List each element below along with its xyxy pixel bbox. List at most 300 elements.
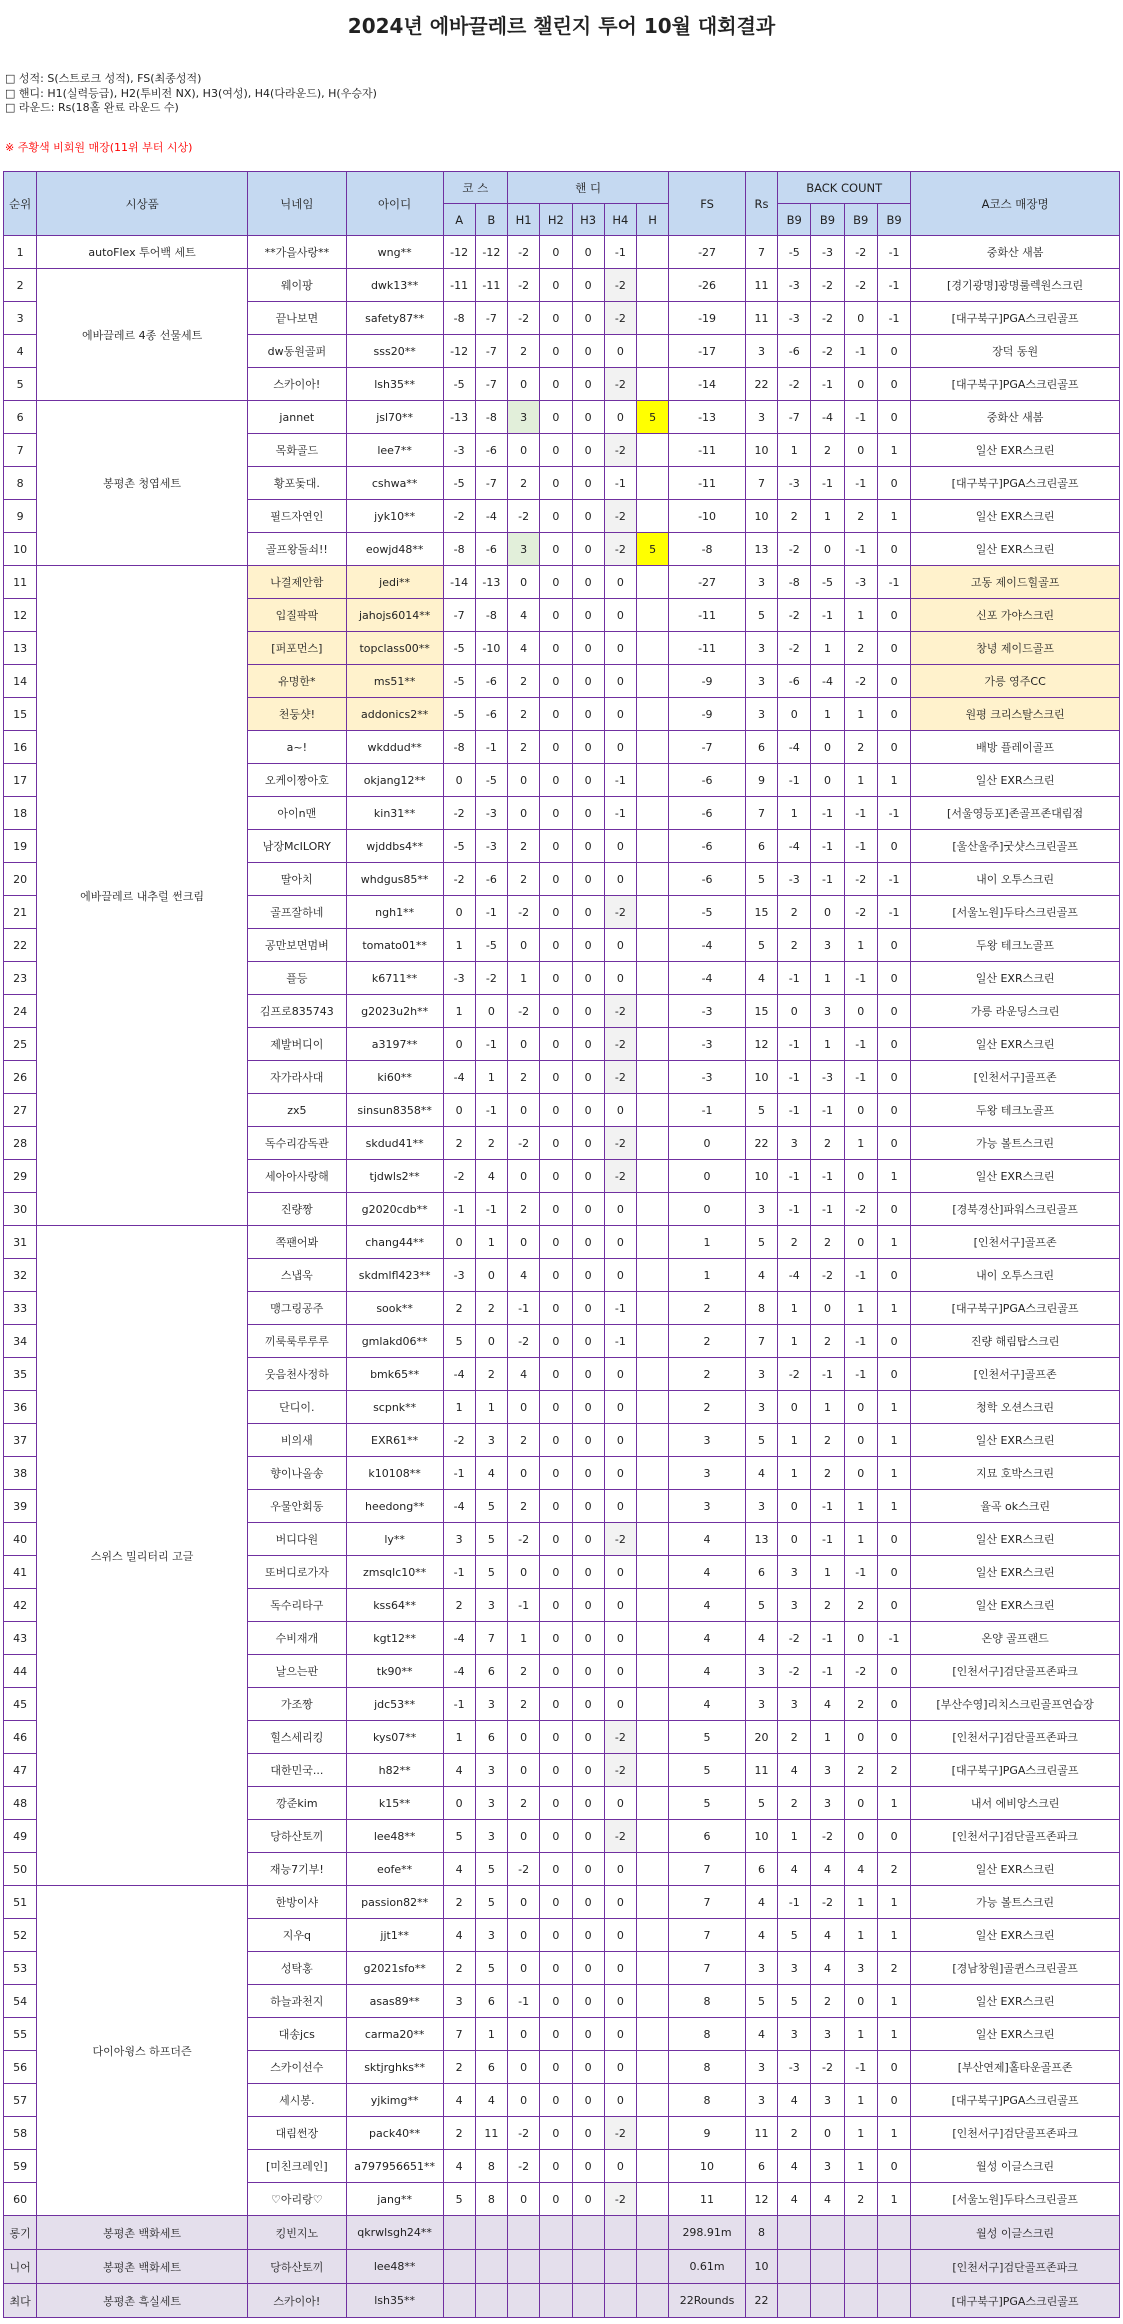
b9-cell: 0: [877, 1523, 910, 1556]
h3-cell: 0: [572, 1325, 604, 1358]
h3-cell: 0: [572, 1523, 604, 1556]
h4-cell: -2: [604, 368, 636, 401]
course-b-cell: 5: [475, 1523, 507, 1556]
h1-cell: 0: [508, 1754, 540, 1787]
h1-cell: 0: [508, 1457, 540, 1490]
h3-cell: 0: [572, 434, 604, 467]
id-cell: skdmlfl423**: [346, 1259, 443, 1292]
fs-cell: -11: [669, 632, 746, 665]
h4-cell: -2: [604, 1754, 636, 1787]
h4-cell: 0: [604, 731, 636, 764]
course-a-cell: 0: [443, 896, 475, 929]
h1-cell: -2: [508, 1325, 540, 1358]
h3-cell: 0: [572, 1028, 604, 1061]
fs-cell: -8: [669, 533, 746, 566]
nickname-cell: 대한민국...: [247, 1754, 346, 1787]
b9-cell: -1: [844, 1028, 877, 1061]
id-cell: kin31**: [346, 797, 443, 830]
course-a-cell: -13: [443, 401, 475, 434]
b9-cell: -8: [778, 566, 811, 599]
rs-cell: 5: [745, 1424, 777, 1457]
rs-cell: 11: [745, 269, 777, 302]
store-cell: 온양 골프랜드: [911, 1622, 1120, 1655]
h3-cell: 0: [572, 2084, 604, 2117]
course-a-cell: -5: [443, 368, 475, 401]
prize-cell: 봉평촌 백화세트: [37, 2250, 248, 2284]
b9-cell: -3: [811, 1061, 844, 1094]
b9-cell: 1: [844, 2018, 877, 2051]
empty-cell: [877, 2216, 910, 2250]
b9-cell: -4: [778, 731, 811, 764]
fs-cell: 2: [669, 1391, 746, 1424]
h-cell: [637, 1490, 669, 1523]
b9-cell: 0: [877, 1688, 910, 1721]
b9-cell: 1: [844, 2084, 877, 2117]
fs-cell: -6: [669, 797, 746, 830]
store-cell: [경기광명]광명룰렉원스크린: [911, 269, 1120, 302]
course-a-cell: 2: [443, 1127, 475, 1160]
course-b-cell: -6: [475, 698, 507, 731]
fs-cell: 8: [669, 2084, 746, 2117]
course-b-cell: 5: [475, 1886, 507, 1919]
results-table: [3, 171, 1120, 2318]
id-cell: ngh1**: [346, 896, 443, 929]
header-h4: H4: [604, 204, 636, 236]
rank-cell: 52: [4, 1919, 37, 1952]
course-a-cell: 4: [443, 1853, 475, 1886]
h1-cell: 4: [508, 599, 540, 632]
b9-cell: 0: [811, 896, 844, 929]
nickname-cell: 공만보면멈벼: [247, 929, 346, 962]
h-cell: [637, 1127, 669, 1160]
legend: [5, 72, 377, 116]
nickname-cell: 골프왕돌쇠!!: [247, 533, 346, 566]
special-award-row: [4, 2250, 1120, 2284]
header-course: 코 스: [443, 172, 508, 204]
rs-cell: 11: [745, 2117, 777, 2150]
h2-cell: 0: [540, 434, 572, 467]
h3-cell: 0: [572, 962, 604, 995]
b9-cell: 0: [877, 599, 910, 632]
course-b-cell: -7: [475, 335, 507, 368]
h4-cell: -2: [604, 1523, 636, 1556]
fs-cell: -27: [669, 236, 746, 269]
id-cell: kss64**: [346, 1589, 443, 1622]
b9-cell: 2: [877, 1754, 910, 1787]
store-cell: [인천서구]검단골프존파크: [911, 1820, 1120, 1853]
course-b-cell: 8: [475, 2183, 507, 2216]
h4-cell: -2: [604, 896, 636, 929]
h4-cell: -1: [604, 764, 636, 797]
course-b-cell: 4: [475, 1160, 507, 1193]
store-cell: 일산 EXR스크린: [911, 1424, 1120, 1457]
rank-cell: 10: [4, 533, 37, 566]
fs-cell: 7: [669, 1853, 746, 1886]
fs-cell: -5: [669, 896, 746, 929]
nickname-cell: 독수리타구: [247, 1589, 346, 1622]
h3-cell: 0: [572, 467, 604, 500]
id-cell: pack40**: [346, 2117, 443, 2150]
nickname-cell: jannet: [247, 401, 346, 434]
fs-cell: -17: [669, 335, 746, 368]
h4-cell: 0: [604, 1358, 636, 1391]
course-a-cell: -5: [443, 830, 475, 863]
h4-cell: 0: [604, 1391, 636, 1424]
b9-cell: 2: [811, 1325, 844, 1358]
b9-cell: 0: [877, 1028, 910, 1061]
b9-cell: -2: [778, 1622, 811, 1655]
b9-cell: -1: [844, 1061, 877, 1094]
fs-cell: -4: [669, 929, 746, 962]
course-b-cell: 1: [475, 1391, 507, 1424]
h1-cell: 3: [508, 533, 540, 566]
h2-cell: 0: [540, 1853, 572, 1886]
b9-cell: 0: [877, 962, 910, 995]
course-a-cell: -3: [443, 962, 475, 995]
b9-cell: 2: [811, 1457, 844, 1490]
header-fs: FS: [669, 172, 746, 236]
h3-cell: 0: [572, 863, 604, 896]
h3-cell: 0: [572, 1061, 604, 1094]
course-a-cell: 2: [443, 2051, 475, 2084]
id-cell: lsh35**: [346, 368, 443, 401]
empty-cell: [572, 2216, 604, 2250]
store-cell: 일산 EXR스크린: [911, 1985, 1120, 2018]
b9-cell: 2: [811, 1985, 844, 2018]
b9-cell: 2: [811, 1127, 844, 1160]
store-cell: 배방 플레이골프: [911, 731, 1120, 764]
nickname-cell: 당하산토끼: [247, 1820, 346, 1853]
b9-cell: -1: [778, 1028, 811, 1061]
b9-cell: 1: [877, 500, 910, 533]
course-a-cell: -5: [443, 632, 475, 665]
h-cell: [637, 1457, 669, 1490]
h4-cell: 0: [604, 2084, 636, 2117]
header-course-b: B: [475, 204, 507, 236]
course-b-cell: 5: [475, 1490, 507, 1523]
empty-cell: [877, 2250, 910, 2284]
course-b-cell: -4: [475, 500, 507, 533]
b9-cell: -2: [844, 896, 877, 929]
b9-cell: 0: [877, 1193, 910, 1226]
h3-cell: 0: [572, 632, 604, 665]
h4-cell: 0: [604, 1787, 636, 1820]
b9-cell: 0: [877, 929, 910, 962]
h3-cell: 0: [572, 830, 604, 863]
course-a-cell: 0: [443, 1787, 475, 1820]
h4-cell: 0: [604, 962, 636, 995]
nickname-cell: 우물안회동: [247, 1490, 346, 1523]
id-cell: a797956651**: [346, 2150, 443, 2183]
b9-cell: 1: [877, 1787, 910, 1820]
b9-cell: 1: [844, 2150, 877, 2183]
nickname-cell: 대림썬장: [247, 2117, 346, 2150]
h2-cell: 0: [540, 533, 572, 566]
b9-cell: 3: [811, 1754, 844, 1787]
id-cell: scpnk**: [346, 1391, 443, 1424]
h2-cell: 0: [540, 500, 572, 533]
course-b-cell: 6: [475, 1985, 507, 2018]
store-cell: 일산 EXR스크린: [911, 962, 1120, 995]
b9-cell: 1: [844, 1886, 877, 1919]
fs-cell: 1: [669, 1226, 746, 1259]
b9-cell: 1: [811, 698, 844, 731]
h2-cell: 0: [540, 1985, 572, 2018]
prize-cell: 봉평촌 백화세트: [37, 2216, 248, 2250]
b9-cell: -1: [844, 533, 877, 566]
b9-cell: -5: [778, 236, 811, 269]
b9-cell: -1: [811, 797, 844, 830]
course-a-cell: 2: [443, 1952, 475, 1985]
h1-cell: 2: [508, 335, 540, 368]
b9-cell: 1: [778, 797, 811, 830]
h-cell: [637, 236, 669, 269]
header-rs: Rs: [745, 172, 777, 236]
store-cell: 일산 EXR스크린: [911, 434, 1120, 467]
b9-cell: -1: [877, 1622, 910, 1655]
course-a-cell: -3: [443, 1259, 475, 1292]
b9-cell: -1: [844, 1259, 877, 1292]
store-cell: 중화산 새봄: [911, 236, 1120, 269]
nickname-cell: 스카이아!: [247, 2284, 346, 2318]
nickname-cell: 오케이짱아호: [247, 764, 346, 797]
store-cell: [대구북구]PGA스크린골프: [911, 1292, 1120, 1325]
b9-cell: 0: [811, 1292, 844, 1325]
h1-cell: 0: [508, 434, 540, 467]
b9-cell: 2: [844, 632, 877, 665]
store-cell: 일산 EXR스크린: [911, 764, 1120, 797]
h1-cell: 0: [508, 797, 540, 830]
fs-cell: 1: [669, 1259, 746, 1292]
b9-cell: 2: [811, 1589, 844, 1622]
h2-cell: 0: [540, 1160, 572, 1193]
b9-cell: 0: [844, 995, 877, 1028]
course-a-cell: 2: [443, 1589, 475, 1622]
h3-cell: 0: [572, 1457, 604, 1490]
id-cell: dwk13**: [346, 269, 443, 302]
course-a-cell: -2: [443, 1424, 475, 1457]
store-cell: [대구북구]PGA스크린골프: [911, 467, 1120, 500]
store-cell: [인천서구]검단골프존파크: [911, 1655, 1120, 1688]
h3-cell: 0: [572, 2018, 604, 2051]
fs-cell: 8: [669, 2018, 746, 2051]
empty-cell: [508, 2216, 540, 2250]
b9-cell: 3: [778, 1127, 811, 1160]
header-course-a: A: [443, 204, 475, 236]
b9-cell: 1: [811, 962, 844, 995]
course-a-cell: -4: [443, 1061, 475, 1094]
b9-cell: -2: [778, 599, 811, 632]
h3-cell: 0: [572, 698, 604, 731]
rank-cell: 57: [4, 2084, 37, 2117]
rank-cell: 46: [4, 1721, 37, 1754]
prize-cell: autoFlex 투어백 세트: [37, 236, 248, 269]
h4-cell: 0: [604, 1952, 636, 1985]
b9-cell: -1: [811, 1523, 844, 1556]
h1-cell: 2: [508, 467, 540, 500]
b9-cell: -6: [778, 335, 811, 368]
h2-cell: 0: [540, 1655, 572, 1688]
h1-cell: 0: [508, 368, 540, 401]
h1-cell: 2: [508, 1688, 540, 1721]
fs-cell: 4: [669, 1589, 746, 1622]
b9-cell: 0: [778, 995, 811, 1028]
b9-cell: 0: [811, 2117, 844, 2150]
store-cell: 중화산 새봄: [911, 401, 1120, 434]
fs-cell: -14: [669, 368, 746, 401]
nickname-cell: 한방이샤: [247, 1886, 346, 1919]
empty-cell: [604, 2250, 636, 2284]
course-b-cell: 3: [475, 1688, 507, 1721]
b9-cell: 0: [877, 1820, 910, 1853]
id-cell: sinsun8358**: [346, 1094, 443, 1127]
b9-cell: -1: [778, 1160, 811, 1193]
b9-cell: 0: [778, 1391, 811, 1424]
empty-cell: [844, 2250, 877, 2284]
b9-cell: 5: [778, 1985, 811, 2018]
rs-cell: 15: [745, 995, 777, 1028]
store-cell: 가릉 라운딩스크린: [911, 995, 1120, 1028]
id-cell: qkrwlsgh24**: [346, 2216, 443, 2250]
fs-cell: 4: [669, 1523, 746, 1556]
course-b-cell: -6: [475, 533, 507, 566]
b9-cell: -1: [811, 1094, 844, 1127]
b9-cell: 0: [844, 1160, 877, 1193]
h3-cell: 0: [572, 1358, 604, 1391]
rank-cell: 42: [4, 1589, 37, 1622]
h3-cell: 0: [572, 2183, 604, 2216]
h4-cell: 0: [604, 1853, 636, 1886]
header-h: H: [637, 204, 669, 236]
id-cell: eowjd48**: [346, 533, 443, 566]
rank-cell: 11: [4, 566, 37, 599]
h2-cell: 0: [540, 632, 572, 665]
rank-cell: 21: [4, 896, 37, 929]
empty-cell: [540, 2250, 572, 2284]
h2-cell: 0: [540, 1952, 572, 1985]
nickname-cell: 남장McILORY: [247, 830, 346, 863]
nickname-cell: 쪽팬어봐: [247, 1226, 346, 1259]
b9-cell: -1: [844, 1325, 877, 1358]
rank-cell: 4: [4, 335, 37, 368]
b9-cell: 0: [877, 467, 910, 500]
rs-cell: 7: [745, 1325, 777, 1358]
b9-cell: -1: [877, 896, 910, 929]
b9-cell: 1: [877, 1424, 910, 1457]
nickname-cell: 자가라사대: [247, 1061, 346, 1094]
h-cell: [637, 1787, 669, 1820]
b9-cell: 1: [844, 1919, 877, 1952]
award-label-cell: 롱기: [4, 2216, 37, 2250]
rs-cell: 6: [745, 2150, 777, 2183]
course-a-cell: 4: [443, 1919, 475, 1952]
b9-cell: -2: [844, 863, 877, 896]
store-cell: [경북경산]파워스크린골프: [911, 1193, 1120, 1226]
h3-cell: 0: [572, 1094, 604, 1127]
h4-cell: -2: [604, 434, 636, 467]
b9-cell: -1: [844, 2051, 877, 2084]
rs-cell: 3: [745, 2051, 777, 2084]
id-cell: EXR61**: [346, 1424, 443, 1457]
b9-cell: -1: [877, 302, 910, 335]
rs-cell: 10: [745, 1820, 777, 1853]
h3-cell: 0: [572, 533, 604, 566]
h3-cell: 0: [572, 896, 604, 929]
h2-cell: 0: [540, 863, 572, 896]
b9-cell: 0: [844, 434, 877, 467]
course-b-cell: 6: [475, 1655, 507, 1688]
h-cell: [637, 896, 669, 929]
h2-cell: 0: [540, 401, 572, 434]
b9-cell: -1: [811, 1490, 844, 1523]
course-b-cell: 3: [475, 1424, 507, 1457]
h3-cell: 0: [572, 1589, 604, 1622]
h2-cell: 0: [540, 1919, 572, 1952]
prize-cell: 다이아윙스 하프더즌: [37, 1886, 248, 2216]
b9-cell: 1: [877, 1886, 910, 1919]
h1-cell: 2: [508, 698, 540, 731]
legend-handicap: □ 핸디: H1(실력등급), H2(투비전 NX), H3(여성), H4(다라운드), H(우승자): [5, 86, 377, 100]
rs-cell: 22: [745, 1127, 777, 1160]
h2-cell: 0: [540, 1424, 572, 1457]
rank-cell: 44: [4, 1655, 37, 1688]
b9-cell: 0: [778, 698, 811, 731]
fs-cell: 7: [669, 1952, 746, 1985]
rank-cell: 27: [4, 1094, 37, 1127]
nickname-cell: 세아아사랑해: [247, 1160, 346, 1193]
prize-cell: 에바끌레르 4종 선물세트: [37, 269, 248, 401]
h4-cell: 0: [604, 566, 636, 599]
nickname-cell: 재능7기부!: [247, 1853, 346, 1886]
nickname-cell: 가조짱: [247, 1688, 346, 1721]
course-a-cell: -2: [443, 1160, 475, 1193]
nickname-cell: 성탁홍: [247, 1952, 346, 1985]
course-b-cell: -7: [475, 368, 507, 401]
fs-cell: -1: [669, 1094, 746, 1127]
h3-cell: 0: [572, 1721, 604, 1754]
h-cell: [637, 1556, 669, 1589]
h4-cell: 0: [604, 1985, 636, 2018]
rank-cell: 36: [4, 1391, 37, 1424]
rank-cell: 8: [4, 467, 37, 500]
rs-cell: 5: [745, 1589, 777, 1622]
course-b-cell: 5: [475, 1952, 507, 1985]
empty-cell: [604, 2284, 636, 2318]
b9-cell: -1: [811, 830, 844, 863]
fs-cell: 0: [669, 1193, 746, 1226]
h1-cell: 4: [508, 1358, 540, 1391]
rs-cell: 9: [745, 764, 777, 797]
id-cell: lsh35**: [346, 2284, 443, 2318]
h-cell: [637, 1094, 669, 1127]
nickname-cell: 버디다원: [247, 1523, 346, 1556]
h-cell: [637, 1193, 669, 1226]
empty-cell: [778, 2250, 811, 2284]
nickname-cell: zx5: [247, 1094, 346, 1127]
nickname-cell: 끼룩룩루루루: [247, 1325, 346, 1358]
fs-cell: -3: [669, 1061, 746, 1094]
b9-cell: -1: [844, 401, 877, 434]
b9-cell: 1: [844, 2117, 877, 2150]
nickname-cell: [미친크레인]: [247, 2150, 346, 2183]
h-cell: [637, 1952, 669, 1985]
nickname-cell: 나결제안함: [247, 566, 346, 599]
h-cell: [637, 302, 669, 335]
course-a-cell: 0: [443, 1028, 475, 1061]
b9-cell: -2: [778, 1358, 811, 1391]
h1-cell: 2: [508, 1193, 540, 1226]
h2-cell: 0: [540, 1391, 572, 1424]
